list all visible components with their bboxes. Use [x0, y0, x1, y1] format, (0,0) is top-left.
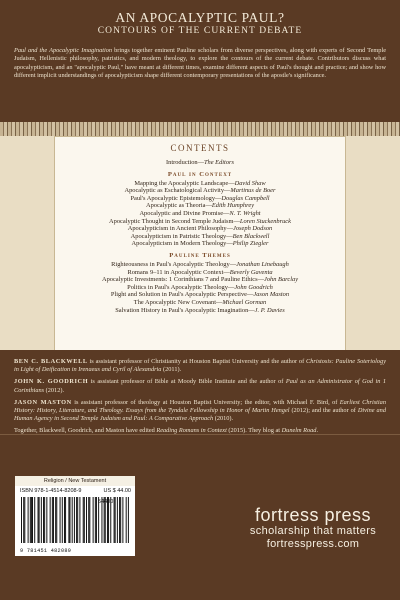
- barcode-bar: [96, 497, 97, 543]
- barcode-bar: [88, 497, 89, 543]
- toc-intro-author: The Editors: [203, 159, 234, 166]
- toc-entry-author: John Goodrich: [234, 283, 273, 291]
- toc-entry-title: Apocalyptic Thought in Second Temple Judaism—: [109, 217, 240, 225]
- bio-text: (2012); and the author of: [289, 407, 358, 415]
- barcode-bar: [64, 497, 65, 543]
- blurb-book-title: Paul and the Apocalyptic Imagination: [14, 47, 113, 54]
- together-text: .: [316, 427, 319, 435]
- bio-text: is assistant professor of Bible at Moody Bible Institute and the author of: [88, 378, 286, 386]
- toc-entry: [65, 240, 335, 248]
- barcode-bar: [21, 497, 22, 543]
- publisher-tagline: scholarship that matters: [249, 525, 377, 537]
- contents-section: [0, 136, 400, 350]
- toc-entry-title: Righteousness in Paul's Apocalyptic Theology—: [111, 260, 237, 268]
- toc-entry-author: John Barclay: [264, 276, 299, 284]
- toc-entry-title: Politics in Paul's Apocalyptic Theology—: [127, 283, 235, 291]
- isbn-text: ISBN 978-1-4514-8208-9: [20, 488, 82, 494]
- barcode-bar: [38, 497, 39, 543]
- toc-entry: [65, 218, 335, 226]
- barcode-bar: [24, 497, 25, 543]
- bio-goodrich: [14, 378, 386, 394]
- barcode-number: 9 781451 482089: [20, 548, 72, 554]
- together-text: (2015). They blog at: [226, 427, 282, 435]
- toc-part-2-list: [65, 261, 335, 314]
- bio-book-title: Paul as an Administrator of God in 1 Corinthians: [14, 378, 386, 394]
- together-book-title: Reading Romans in Context: [156, 427, 227, 435]
- barcode-bar: [53, 497, 54, 543]
- barcode-bar: [50, 497, 51, 543]
- bio-blackwell: [14, 358, 386, 374]
- toc-entry: [65, 233, 335, 241]
- decorative-band: [0, 122, 400, 136]
- toc-entry-author: Edith Humphrey: [211, 202, 255, 210]
- barcode-bar: [126, 497, 127, 543]
- toc-entry: [65, 276, 335, 284]
- toc-entry-author: Beverly Gaventa: [229, 268, 273, 276]
- toc-entry: [65, 307, 335, 315]
- barcode-bar: [44, 497, 45, 543]
- toc-entry-author: J. P. Davies: [254, 306, 285, 314]
- toc-entry-author: Philip Ziegler: [232, 240, 269, 248]
- toc-entry: [65, 284, 335, 292]
- barcode-bar: [120, 497, 121, 543]
- barcode-bar: [41, 497, 42, 543]
- toc-entry-title: Mapping the Apocalyptic Landscape—: [134, 179, 235, 187]
- barcode-bar: [43, 497, 44, 543]
- toc-entry-title: Plight and Solution in Paul's Apocalyptic Perspective—: [110, 291, 254, 299]
- barcode-bar: [89, 497, 90, 543]
- toc-entry-title: Apocalypticism in Modern Theology—: [131, 240, 233, 248]
- barcode-bar: [62, 497, 63, 543]
- bio-text: (2011).: [161, 366, 182, 374]
- barcode-bar: [30, 497, 31, 543]
- bio-maston: [14, 399, 386, 424]
- bio-name: JASON MASTON: [14, 398, 72, 406]
- barcode-bar: [65, 497, 66, 543]
- bio-text: (2010).: [213, 415, 234, 423]
- part-title-2: Pauline Themes: [169, 251, 231, 259]
- toc-intro: [65, 159, 335, 167]
- barcode-bar: [56, 497, 57, 543]
- bio-text: is assistant professor of Christianity at Houston Baptist University and the author of: [87, 358, 307, 365]
- barcode-bar: [95, 497, 96, 543]
- publisher-block: [228, 505, 398, 551]
- toc-entry-title: Apocalyptic Investments: 1 Corinthians 7 and Pauline Ethics—: [101, 276, 265, 284]
- barcode-bar: [60, 497, 61, 543]
- barcode-bar: [119, 497, 120, 543]
- barcode-bar: [46, 497, 47, 543]
- toc-entry-title: Apocalyptic as Theoria—: [145, 202, 212, 210]
- toc-entry-title: Paul's Apocalyptic Epistemology—: [130, 194, 222, 202]
- barcode-bar: [76, 497, 77, 543]
- blurb-text: brings together eminent Pauline scholars from diverse perspectives, along with experts of Second Temple Judaism, Hellenistic philosophy, patristics, and modern theology, to explore the contours of the current debate. Contributors discuss what apocalypticism, and an "apocalyptic Paul," have meant at different times, examine different aspects of Paul's thought and practice; and show how different implicit understandings of apocalypticism shape different contemporary presentations of the apostle's significance.: [14, 47, 386, 79]
- toc-entry: [65, 202, 335, 210]
- toc-entry-title: Romans 9–11 in Apocalyptic Context—: [127, 268, 230, 276]
- toc-entry-title: Apocalypticism in Patristic Theology—: [130, 232, 233, 240]
- barcode-bar: [39, 497, 40, 543]
- toc-part-1-list: [65, 180, 335, 248]
- headline: AN APOCALYPTIC PAUL?: [115, 10, 285, 25]
- barcode-bar: [93, 497, 94, 543]
- barcode-bar: [34, 497, 35, 543]
- barcode-bar: [83, 497, 84, 543]
- blog-name: Dunelm Road: [281, 427, 317, 435]
- toc-entry-author: N. T. Wright: [229, 209, 261, 217]
- toc-intro-title: Introduction—: [166, 159, 204, 166]
- barcode-bar: [79, 497, 80, 543]
- barcode-bar: [68, 497, 69, 543]
- barcode-bar: [74, 497, 75, 543]
- bio-name: JOHN K. GOODRICH: [14, 378, 89, 386]
- toc-entry: [65, 299, 335, 307]
- bio-book-title: Divine and Human Agency in Second Temple Judaism and Paul: A Comparative Approach: [14, 407, 386, 423]
- toc-entry-title: Apocalypticism in Ancient Philosophy—: [127, 225, 234, 233]
- contents-panel: [54, 136, 346, 358]
- barcode-bar: [77, 497, 78, 543]
- barcode-bar: [69, 497, 70, 543]
- barcode-bar: [52, 497, 53, 543]
- together-text: Together, Blackwell, Goodrich, and Maston have edited: [14, 427, 157, 435]
- part-title-1: Paul in Context: [167, 170, 233, 178]
- toc-entry-author: Douglas Campbell: [221, 194, 270, 202]
- barcode-bar: [128, 497, 129, 543]
- subhead: CONTOURS OF THE CURRENT DEBATE: [97, 26, 303, 36]
- barcode-bar: [72, 497, 73, 543]
- toc-entry-author: Joseph Dodson: [233, 225, 273, 233]
- barcode-bar: [115, 497, 116, 543]
- toc-entry-author: Jason Maston: [253, 291, 290, 299]
- category-label: Religion / New Testament: [15, 476, 135, 486]
- toc-entry: [65, 195, 335, 203]
- toc-entry: [65, 291, 335, 299]
- bio-book-title: Earliest Christian History: History, Literature, and Theology. Essays from the Tyndale Fellowship in Honor of Martin Hengel: [14, 398, 386, 415]
- barcode-bar: [28, 497, 29, 543]
- barcode-bar: [122, 497, 123, 543]
- toc-entry: [65, 269, 335, 277]
- toc-entry-author: Michael Gorman: [222, 298, 267, 306]
- barcode-bar: [23, 497, 24, 543]
- barcode-bar: [114, 497, 115, 543]
- toc-entry-author: Jonathan Linebaugh: [236, 260, 289, 268]
- barcode-bar: [32, 497, 33, 543]
- toc-entry-author: Loren Stuckenbruck: [239, 217, 291, 225]
- contents-title: CONTENTS: [170, 143, 230, 153]
- barcode-panel: [15, 486, 135, 556]
- barcode-bar: [84, 497, 85, 543]
- blurb: [14, 47, 386, 80]
- bio-text: is assistant professor of theology at Houston Baptist University; the editor, with Michael F. Bird, of: [71, 398, 340, 406]
- toc-entry: [65, 180, 335, 188]
- author-bios: [0, 350, 400, 434]
- bio-book-title: Christosis: Pauline Soteriology in Light of Deification in Irenaeus and Cyril of Alexandria: [14, 358, 386, 374]
- toc-entry: [65, 261, 335, 269]
- barcode-bar: [86, 497, 87, 543]
- price-code: 54400: [98, 499, 114, 505]
- toc-entry-title: Salvation History in Paul's Apocalyptic Imagination—: [115, 306, 255, 314]
- barcode-bar: [55, 497, 56, 543]
- barcode-bar: [117, 497, 118, 543]
- toc-entry-title: Apocalyptic and Divine Promise—: [139, 209, 230, 217]
- publisher-name: fortress press: [254, 505, 372, 525]
- toc-entry-title: The Apocalyptic New Covenant—: [133, 298, 223, 306]
- bio-text: (2012).: [44, 386, 65, 394]
- barcode-bar: [31, 497, 32, 543]
- toc-entry-author: David Shaw: [234, 179, 266, 187]
- cover-top-panel: [0, 0, 400, 122]
- toc-entry: [65, 187, 335, 195]
- toc-entry: [65, 210, 335, 218]
- toc-entry-author: Ben Blackwell: [232, 232, 270, 240]
- price-text: US $ 44.00: [103, 488, 131, 494]
- toc-entry-author: Martinus de Boer: [230, 187, 276, 195]
- toc-entry-title: Apocalyptic as Eschatological Activity—: [124, 187, 231, 195]
- toc-entry: [65, 225, 335, 233]
- bio-name: BEN C. BLACKWELL: [14, 358, 88, 365]
- publisher-url[interactable]: fortresspress.com: [266, 538, 360, 550]
